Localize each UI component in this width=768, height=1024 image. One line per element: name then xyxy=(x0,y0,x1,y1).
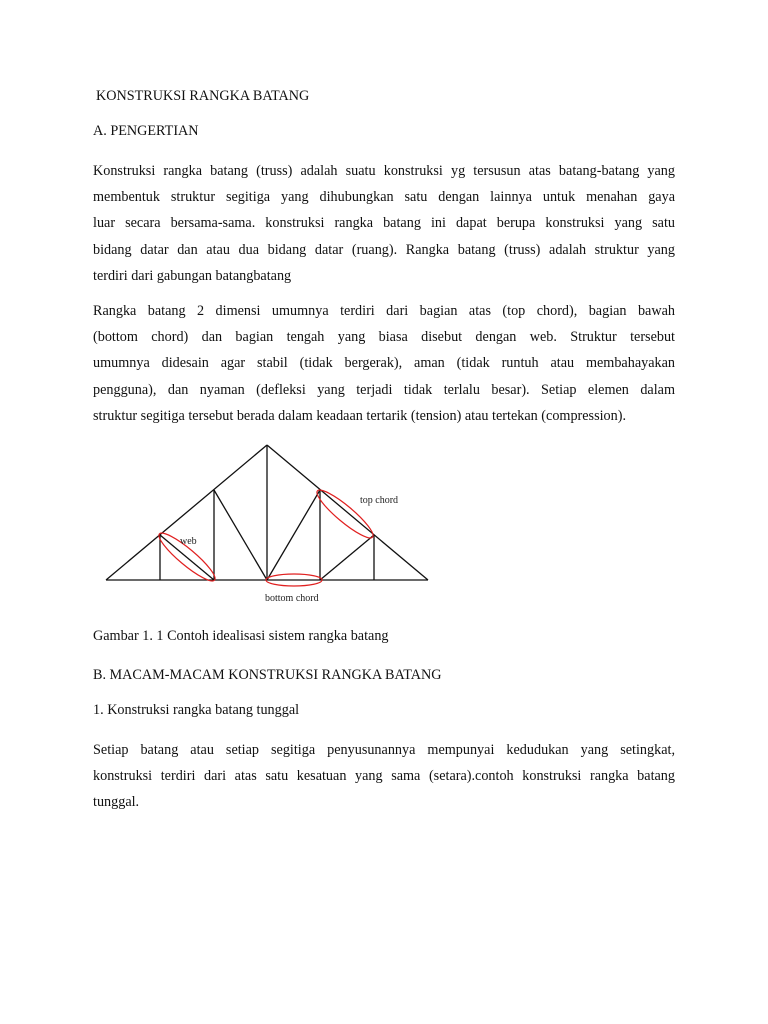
section-a-paragraph-2 xyxy=(93,298,675,429)
top-chord-left xyxy=(106,445,267,580)
paragraph-line: Konstruksi rangka batang (truss) adalah suatu konstruksi yg tersusun atas batang-batang yang xyxy=(93,163,675,179)
document-title: KONSTRUKSI RANGKA BATANG xyxy=(96,88,310,104)
label-top-chord: top chord xyxy=(360,495,399,506)
paragraph-line: (bottom chord) dan bagian tengah yang biasa disebut dengan web. Struktur tersebut xyxy=(93,329,675,346)
truss-figure xyxy=(98,438,438,610)
web-diagonal-3 xyxy=(267,490,320,580)
paragraph-line: umumnya didesain agar stabil (tidak bergerak), aman (tidak runtuh atau membahayakan xyxy=(93,355,675,372)
section-a-heading: A. PENGERTIAN xyxy=(93,123,199,139)
paragraph-line: Setiap batang atau setiap segitiga penyusunannya mempunyai kedudukan yang setingkat, xyxy=(93,742,675,758)
label-web: web xyxy=(180,536,197,547)
paragraph-line: terdiri dari gabungan batangbatang xyxy=(93,267,292,284)
truss-diagram xyxy=(98,438,438,610)
section-b-paragraph xyxy=(93,737,675,816)
paragraph-line: Rangka batang 2 dimensi umumnya terdiri dari bagian atas (top chord), bagian bawah xyxy=(93,303,675,319)
paragraph-line: membentuk struktur segitiga yang dihubungkan satu dengan lainnya untuk menahan gaya xyxy=(93,189,675,206)
top-chord-right xyxy=(267,445,428,580)
figure-caption: Gambar 1. 1 Contoh idealisasi sistem rangka batang xyxy=(93,628,389,644)
top-chord-highlight-ellipse xyxy=(312,485,377,544)
section-b-heading: B. MACAM-MACAM KONSTRUKSI RANGKA BATANG xyxy=(93,667,442,683)
paragraph-line: struktur segitiga tersebut berada dalam keadaan tertarik (tension) atau tertekan (compression). xyxy=(93,407,627,424)
web-diagonal-2 xyxy=(214,490,267,580)
web-diagonal-4 xyxy=(320,535,374,580)
subsection-1-heading: 1. Konstruksi rangka batang tunggal xyxy=(93,702,300,718)
paragraph-line: bidang datar dan atau dua bidang datar (ruang). Rangka batang (truss) adalah struktur yang xyxy=(93,241,675,258)
section-a-paragraph-1 xyxy=(93,158,675,289)
paragraph-line: tunggal. xyxy=(93,794,140,811)
paragraph-line: pengguna), dan nyaman (defleksi yang terjadi tidak terlalu besar). Setiap elemen dalam xyxy=(93,381,675,398)
paragraph-line: konstruksi terdiri dari atas satu kesatuan yang sama (setara).contoh konstruksi rangka batang xyxy=(93,768,675,785)
paragraph-line: luar secara bersama-sama. konstruksi rangka batang ini dapat berupa konstruksi yang satu xyxy=(93,215,675,232)
label-bottom-chord: bottom chord xyxy=(265,593,319,604)
